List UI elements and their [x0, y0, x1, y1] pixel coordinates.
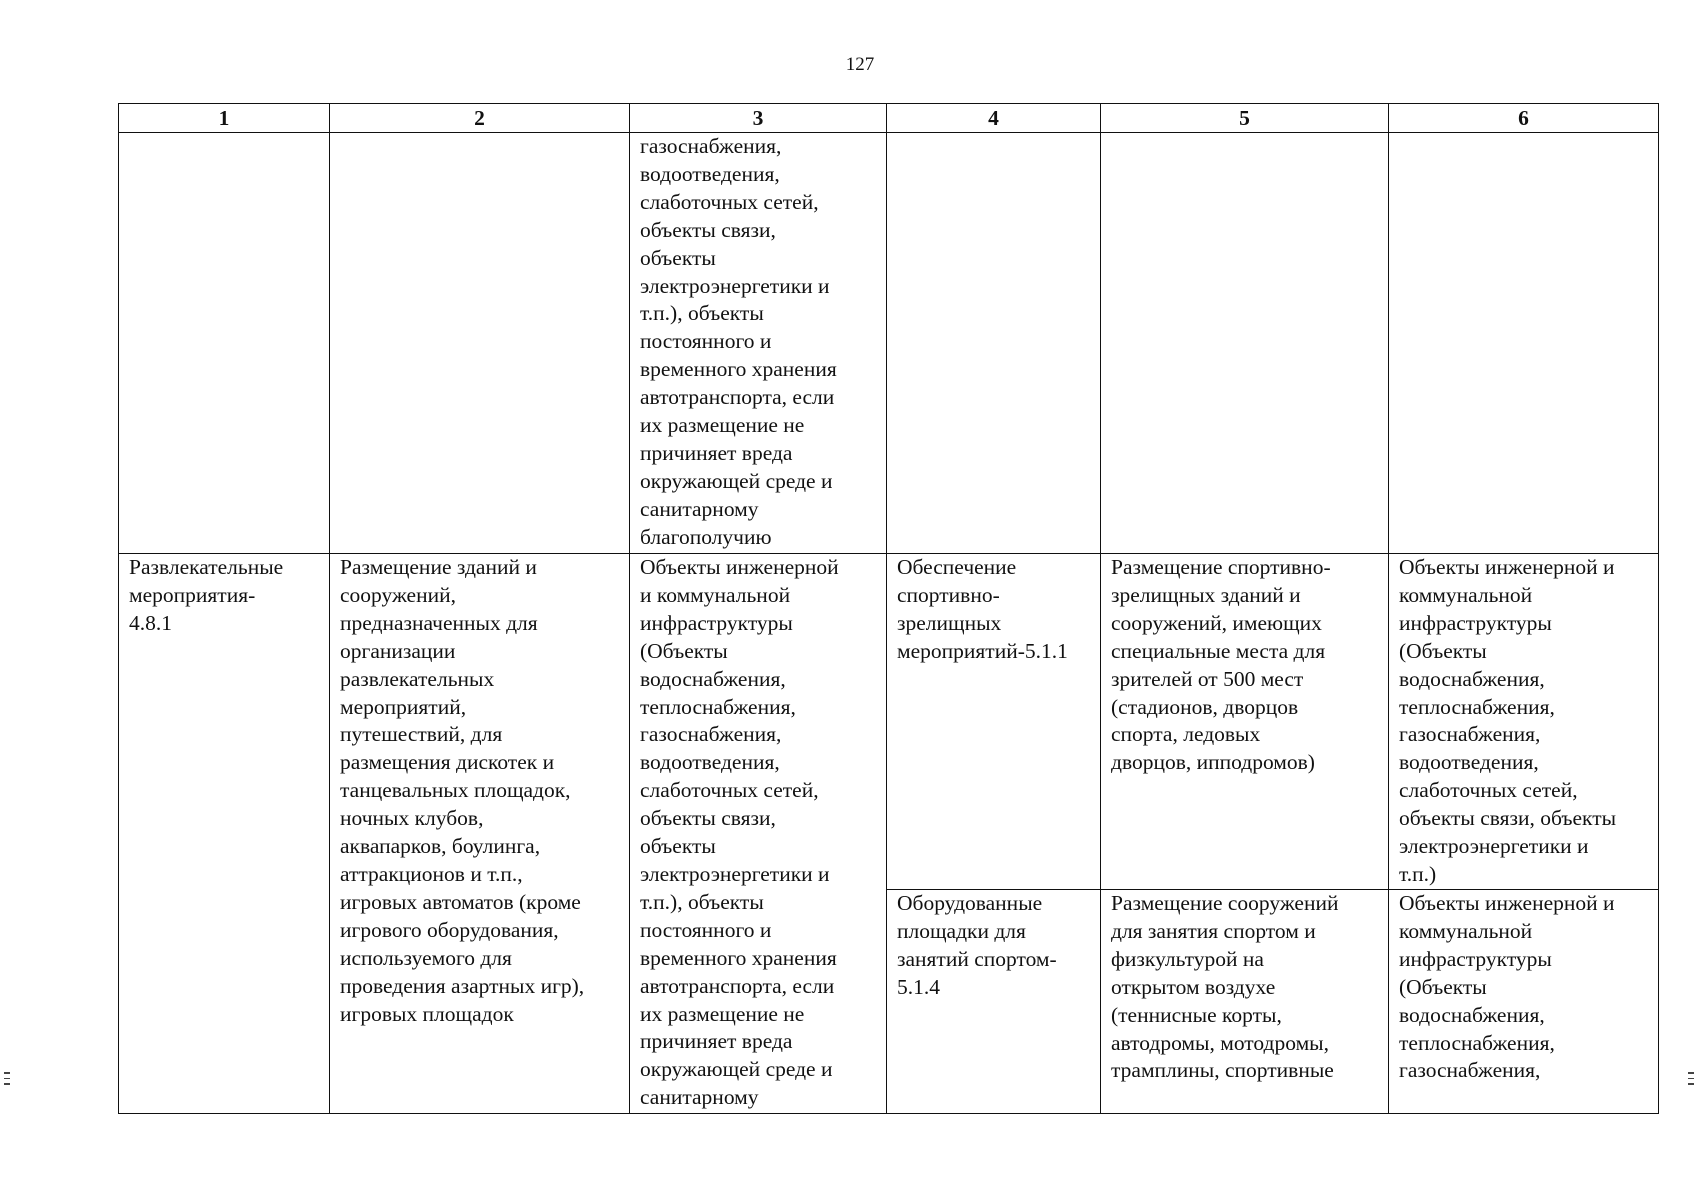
continuation-col3-text: газоснабжения, водоотведения, слаботочных сетей, объекты связи, объекты электроэнергетики и т.п.), объекты постоянного и временного хранения автотранспорта, если их размещение не причиняет вреда окружающей среде и санитарному благополучию [640, 134, 837, 549]
sports-events-description-text: Размещение спортивно- зрелищных зданий и сооружений, имеющих специальные места для зрителей от 500 мест (стадионов, дворцов спорта, ледовых дворцов, ипподромов) [1111, 555, 1331, 775]
sports-grounds-description-cell [1101, 890, 1389, 1114]
continuation-cell-col5 [1101, 133, 1389, 554]
sports-grounds-type-text: Оборудованные площадки для занятий спортом- 5.1.4 [897, 891, 1057, 999]
continuation-cell-col4 [887, 133, 1101, 554]
entertainment-auxiliary-cell [630, 554, 887, 1114]
column-header-6: 6 [1389, 104, 1659, 133]
entertainment-row [119, 554, 1659, 890]
entertainment-type-cell [119, 554, 330, 1114]
entertainment-type-text: Развлекательные мероприятия- 4.8.1 [129, 555, 284, 635]
continuation-cell-col3 [630, 133, 887, 554]
column-header-1: 1 [119, 104, 330, 133]
continuation-cell-col6 [1389, 133, 1659, 554]
continuation-cell-col1 [119, 133, 330, 554]
sports-grounds-type-cell [887, 890, 1101, 1114]
sports-events-type-text: Обеспечение спортивно- зрелищных мероприятий-5.1.1 [897, 555, 1068, 663]
sports-events-description-cell [1101, 554, 1389, 890]
sports-grounds-auxiliary-cell [1389, 890, 1659, 1114]
column-header-2: 2 [330, 104, 630, 133]
page-number: 127 [845, 54, 875, 75]
sports-grounds-description-text: Размещение сооружений для занятия спортом и физкультурой на открытом воздухе (теннисные корты, автодромы, мотодромы, трамплины, спортивные [1111, 891, 1339, 1083]
continuation-row [119, 133, 1659, 554]
entertainment-auxiliary-text: Объекты инженерной и коммунальной инфраструктуры (Объекты водоснабжения, теплоснабжения, газоснабжения, водоотведения, слаботочных сетей, объекты связи, объекты электроэнергетики и т.п.), объекты постоянного и временного хранения автотранспорта, если их размещение не причиняет вреда окружающей среде и санитарному [640, 555, 839, 1110]
column-header-4: 4 [887, 104, 1101, 133]
entertainment-description-text: Размещение зданий и сооружений, предназначенных для организации развлекательных мероприятий, путешествий, для размещения дискотек и танцевальных площадок, ночных клубов, аквапарков, боулинга, аттракционов и т.п., игровых автоматов (кроме игрового оборудования, используемого для проведения азартных игр), игровых площадок [340, 555, 585, 1026]
right-binding-mark [1688, 1072, 1694, 1092]
left-binding-mark [4, 1072, 10, 1092]
entertainment-description-cell [330, 554, 630, 1114]
sports-grounds-auxiliary-text: Объекты инженерной и коммунальной инфраструктуры (Объекты водоснабжения, теплоснабжения, газоснабжения, [1399, 891, 1615, 1083]
sports-events-type-cell [887, 554, 1101, 890]
continuation-cell-col2 [330, 133, 630, 554]
land-use-table [118, 103, 1659, 1114]
sports-events-auxiliary-cell [1389, 554, 1659, 890]
column-header-5: 5 [1101, 104, 1389, 133]
sports-events-auxiliary-text: Объекты инженерной и коммунальной инфраструктуры (Объекты водоснабжения, теплоснабжения, газоснабжения, водоотведения, слаботочных сетей, объекты связи, объекты электроэнергетики и т.п.) [1399, 555, 1617, 886]
table-header-row [119, 104, 1659, 133]
column-header-3: 3 [630, 104, 887, 133]
